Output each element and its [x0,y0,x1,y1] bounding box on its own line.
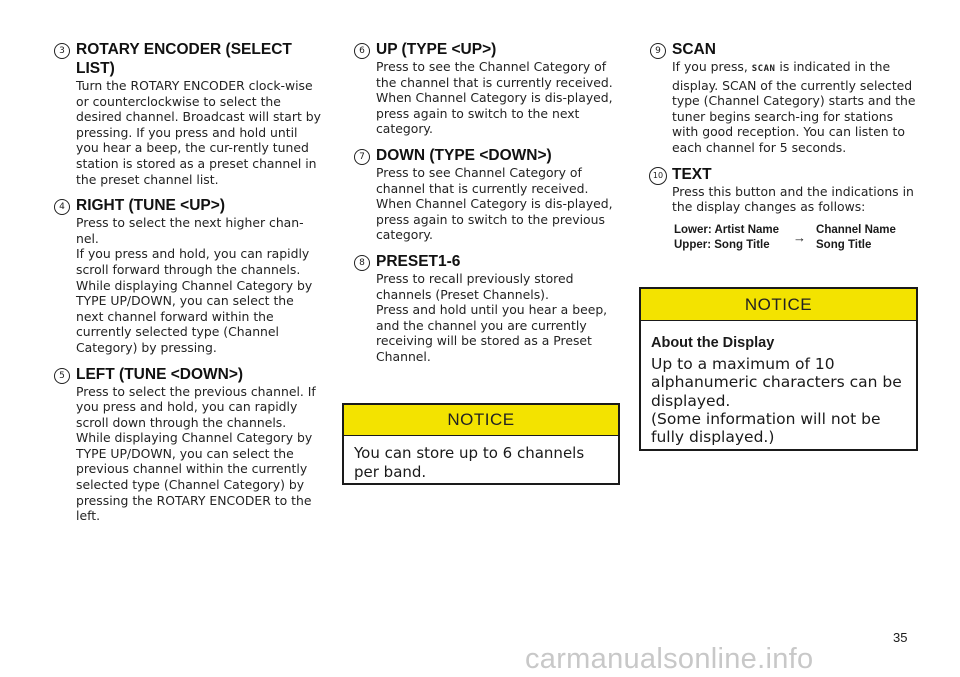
body-text-pre: If you press, [672,59,752,74]
body-text-1: Press to recall previously stored channels (Preset Channels). [376,270,574,302]
body-text-2: If you press and hold, you can rapidly scroll forward through the channels. While displaying Channel Category by TYPE UP/DOWN, you can select the next channel forward within the currently selected type (Channel Category) by pressing. [76,246,313,355]
body-text: Press to select the previous channel. If you press and hold, you can rapidly scroll down through the channels. While displaying Channel Category by TYPE UP/DOWN, you can select the previous channel within the currently selected type (Channel Category) by pressing the ROTARY ENCODER to the left. [76,383,316,524]
section-title: PRESET1-6 [376,252,461,270]
arrow-right-icon: → [793,230,807,246]
title-line-2: LIST) [76,60,115,77]
notice-text-1: Up to a maximum of 10 alphanumeric characters can be displayed. [651,355,902,410]
body-text-2: When Channel Category is dis-played, press again to switch to the next category. [376,90,613,137]
notice-heading: NOTICE [344,405,618,436]
item-number-8: 8 [354,255,370,271]
display-after-line-1: Channel Name [816,223,896,236]
body-text: Turn the ROTARY ENCODER clock-wise or counterclockwise to select the desired channel. Broadcast will start by pressing. If you press and hold until you hear a beep, the cur-rently tuned station is stored as a preset channel in the preset channel list. [76,78,321,187]
display-after [816,223,896,253]
body-text-1: Press to see Channel Category of channel that is currently received. [376,164,589,196]
body-text-2: When Channel Category is dis-played, press again to switch to the previous category. [376,196,613,243]
display-before-line-1: Lower: Artist Name [674,223,780,236]
notice-text-2: (Some information will not be fully displayed.) [651,409,881,447]
display-before-line-2: Upper: Song Title [674,238,770,251]
notice-text: You can store up to 6 channels per band. [354,444,585,481]
notice-heading: NOTICE [641,289,916,321]
scan-display-indicator: SCAN [751,64,776,74]
section-body [376,165,620,243]
body-text-2: Press and hold until you hear a beep, and the channel you are currently receiving will be stored as a Preset Channel. [376,302,608,364]
watermark: carmanualsonline.info [525,643,814,675]
item-number-5: 5 [54,368,70,384]
section-body [672,59,916,156]
section-body [76,78,324,187]
body-text [672,59,916,156]
section-text [650,165,916,253]
notice-box-display [639,287,918,451]
section-body [76,384,324,524]
section-title: RIGHT (TUNE <UP>) [76,197,225,215]
section-up-type-up [354,40,620,137]
notice-content [641,321,916,456]
title-line-1: ROTARY ENCODER (SELECT [76,41,292,58]
notice-title: About the Display [651,335,775,351]
display-change-table [674,223,916,253]
section-left-tune-down [54,365,324,524]
display-before [674,223,779,253]
item-number-3: 3 [54,43,70,59]
section-title: DOWN (TYPE <DOWN>) [376,146,552,164]
section-body [672,184,916,215]
column-middle [354,40,620,374]
section-scan [650,40,916,156]
body-text: Press this button and the indications in the display changes as follows: [672,183,914,215]
display-after-line-2: Song Title [816,238,872,251]
column-left [54,40,324,533]
section-right-tune-up [54,196,324,355]
section-rotary-encoder [54,40,324,187]
notice-box-presets [342,403,620,485]
section-title: LEFT (TUNE <DOWN>) [76,365,244,383]
section-down-type-down [354,146,620,243]
section-body [376,271,620,365]
item-number-7: 7 [354,149,370,165]
section-body [376,59,620,137]
column-right [650,40,916,262]
section-title [76,40,324,78]
item-number-10: 10 [649,167,667,185]
section-title: TEXT [672,165,712,183]
item-number-6: 6 [354,43,370,59]
section-title: SCAN [672,41,716,58]
section-title: UP (TYPE <UP>) [376,41,497,58]
item-number-9: 9 [650,43,666,59]
body-text-post: is indicated in the display. SCAN of the currently selected type (Channel Category) starts and the tuner begins search-ing for stations with good reception. You can listen to each channel for 5 seconds. [672,59,916,155]
item-number-4: 4 [54,199,70,215]
page-number: 35 [893,630,908,645]
section-body [76,215,324,355]
section-preset [354,252,620,365]
body-text-1: Press to see the Channel Category of the channel that is currently received. [376,59,613,90]
body-text-1: Press to select the next higher chan-nel. [76,215,304,246]
